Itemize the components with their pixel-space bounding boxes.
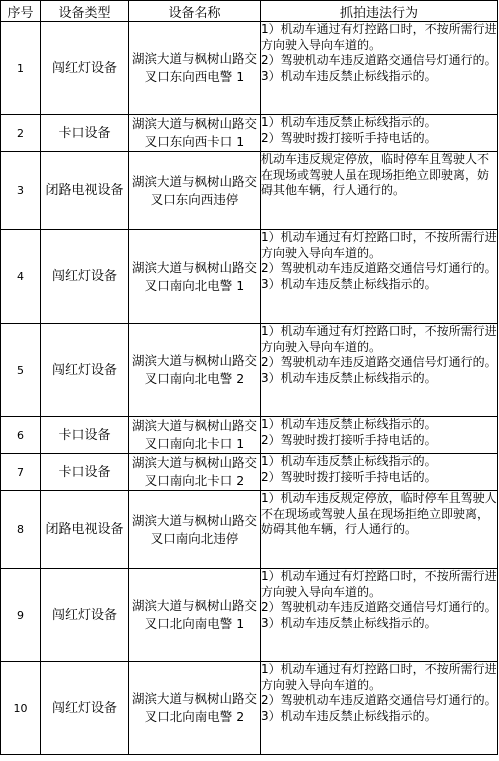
header-device-name: 设备名称 bbox=[129, 1, 261, 22]
device-type-cell: 闯红灯设备 bbox=[41, 662, 129, 755]
violation-cell bbox=[261, 152, 498, 230]
violation-item: 3）机动车违反禁止标线指示的。 bbox=[261, 615, 437, 630]
violation-cell bbox=[261, 454, 498, 491]
table-row bbox=[1, 491, 498, 569]
header-violation: 抓拍违法行为 bbox=[261, 1, 498, 22]
table-row bbox=[1, 22, 498, 115]
violation-cell bbox=[261, 22, 498, 115]
table-row bbox=[1, 454, 498, 491]
row-index: 9 bbox=[1, 569, 41, 662]
device-type-cell: 卡口设备 bbox=[41, 454, 129, 491]
device-type-cell: 闭路电视设备 bbox=[41, 491, 129, 569]
table-row bbox=[1, 417, 498, 454]
device-name-cell: 湖滨大道与枫树山路交叉口南向北卡口 2 bbox=[129, 454, 261, 491]
table-row bbox=[1, 569, 498, 662]
row-index: 6 bbox=[1, 417, 41, 454]
violation-item: 1）机动车通过有灯控路口时，不按所需行进方向驶入导向车道的。 bbox=[261, 22, 497, 52]
table-row bbox=[1, 662, 498, 755]
violation-cell bbox=[261, 491, 498, 569]
device-name-cell: 湖滨大道与枫树山路交叉口东向西电警 1 bbox=[129, 22, 261, 115]
row-index: 4 bbox=[1, 230, 41, 324]
violation-item: 1）机动车违反规定停放，临时停车且驾驶人不在现场或驾驶人虽在现场拒绝立即驶离，妨碍其他车辆，行人通行的。 bbox=[261, 491, 497, 536]
violation-item: 1）机动车通过有灯控路口时，不按所需行进方向驶入导向车道的。 bbox=[261, 324, 497, 354]
violation-item: 1）机动车违反禁止标线指示的。 bbox=[261, 115, 437, 129]
violation-item: 3）机动车违反禁止标线指示的。 bbox=[261, 708, 437, 723]
violation-item: 2）驾驶机动车违反道路交通信号灯通行的。 bbox=[261, 53, 497, 67]
device-name-cell: 湖滨大道与枫树山路交叉口北向南电警 1 bbox=[129, 569, 261, 662]
violation-cell bbox=[261, 230, 498, 324]
header-index: 序号 bbox=[1, 1, 41, 22]
violation-item: 2）驾驶时拨打接听手持电话的。 bbox=[261, 432, 437, 447]
row-index: 10 bbox=[1, 662, 41, 755]
violation-item: 1）机动车违反禁止标线指示的。 bbox=[261, 417, 437, 431]
violation-item: 2）驾驶机动车违反道路交通信号灯通行的。 bbox=[261, 355, 497, 369]
row-index: 5 bbox=[1, 324, 41, 417]
violation-item: 3）机动车违反禁止标线指示的。 bbox=[261, 68, 437, 83]
row-index: 2 bbox=[1, 115, 41, 152]
row-index: 8 bbox=[1, 491, 41, 569]
device-name-cell: 湖滨大道与枫树山路交叉口南向北电警 2 bbox=[129, 324, 261, 417]
table-header-row bbox=[1, 1, 498, 22]
device-name-cell: 湖滨大道与枫树山路交叉口南向北违停 bbox=[129, 491, 261, 569]
violation-item: 1）机动车违反禁止标线指示的。 bbox=[261, 454, 437, 468]
device-type-cell: 闯红灯设备 bbox=[41, 569, 129, 662]
violation-item: 2）驾驶机动车违反道路交通信号灯通行的。 bbox=[261, 600, 497, 614]
device-name-cell: 湖滨大道与枫树山路交叉口南向北电警 1 bbox=[129, 230, 261, 324]
row-index: 1 bbox=[1, 22, 41, 115]
violation-item: 3）机动车违反禁止标线指示的。 bbox=[261, 370, 437, 385]
violation-cell bbox=[261, 662, 498, 755]
device-type-cell: 闯红灯设备 bbox=[41, 230, 129, 324]
violation-cell bbox=[261, 324, 498, 417]
header-device-type: 设备类型 bbox=[41, 1, 129, 22]
table-row bbox=[1, 324, 498, 417]
violation-item: 2）驾驶时拨打接听手持电话的。 bbox=[261, 469, 437, 484]
table-row bbox=[1, 152, 498, 230]
row-index: 7 bbox=[1, 454, 41, 491]
device-type-cell: 卡口设备 bbox=[41, 115, 129, 152]
device-type-cell: 闯红灯设备 bbox=[41, 22, 129, 115]
violation-item: 2）驾驶机动车违反道路交通信号灯通行的。 bbox=[261, 261, 497, 275]
violation-item: 机动车违反规定停放，临时停车且驾驶人不在现场或驾驶人虽在现场拒绝立即驶离，妨碍其他车辆，行人通行的。 bbox=[261, 152, 490, 197]
violation-item: 1）机动车通过有灯控路口时，不按所需行进方向驶入导向车道的。 bbox=[261, 662, 497, 692]
device-name-cell: 湖滨大道与枫树山路交叉口东向西违停 bbox=[129, 152, 261, 230]
violation-cell bbox=[261, 417, 498, 454]
row-index: 3 bbox=[1, 152, 41, 230]
device-type-cell: 闯红灯设备 bbox=[41, 324, 129, 417]
violation-item: 3）机动车违反禁止标线指示的。 bbox=[261, 276, 437, 291]
table-body bbox=[1, 22, 498, 755]
violation-cell bbox=[261, 115, 498, 152]
device-name-cell: 湖滨大道与枫树山路交叉口东向西卡口 1 bbox=[129, 115, 261, 152]
violation-cell bbox=[261, 569, 498, 662]
table-row bbox=[1, 230, 498, 324]
device-type-cell: 卡口设备 bbox=[41, 417, 129, 454]
table-row bbox=[1, 115, 498, 152]
violation-item: 2）驾驶时拨打接听手持电话的。 bbox=[261, 130, 437, 145]
violation-item: 1）机动车通过有灯控路口时，不按所需行进方向驶入导向车道的。 bbox=[261, 230, 497, 260]
violation-item: 2）驾驶机动车违反道路交通信号灯通行的。 bbox=[261, 693, 497, 707]
device-name-cell: 湖滨大道与枫树山路交叉口南向北卡口 1 bbox=[129, 417, 261, 454]
violation-item: 1）机动车通过有灯控路口时，不按所需行进方向驶入导向车道的。 bbox=[261, 569, 497, 599]
device-name-cell: 湖滨大道与枫树山路交叉口北向南电警 2 bbox=[129, 662, 261, 755]
device-type-cell: 闭路电视设备 bbox=[41, 152, 129, 230]
